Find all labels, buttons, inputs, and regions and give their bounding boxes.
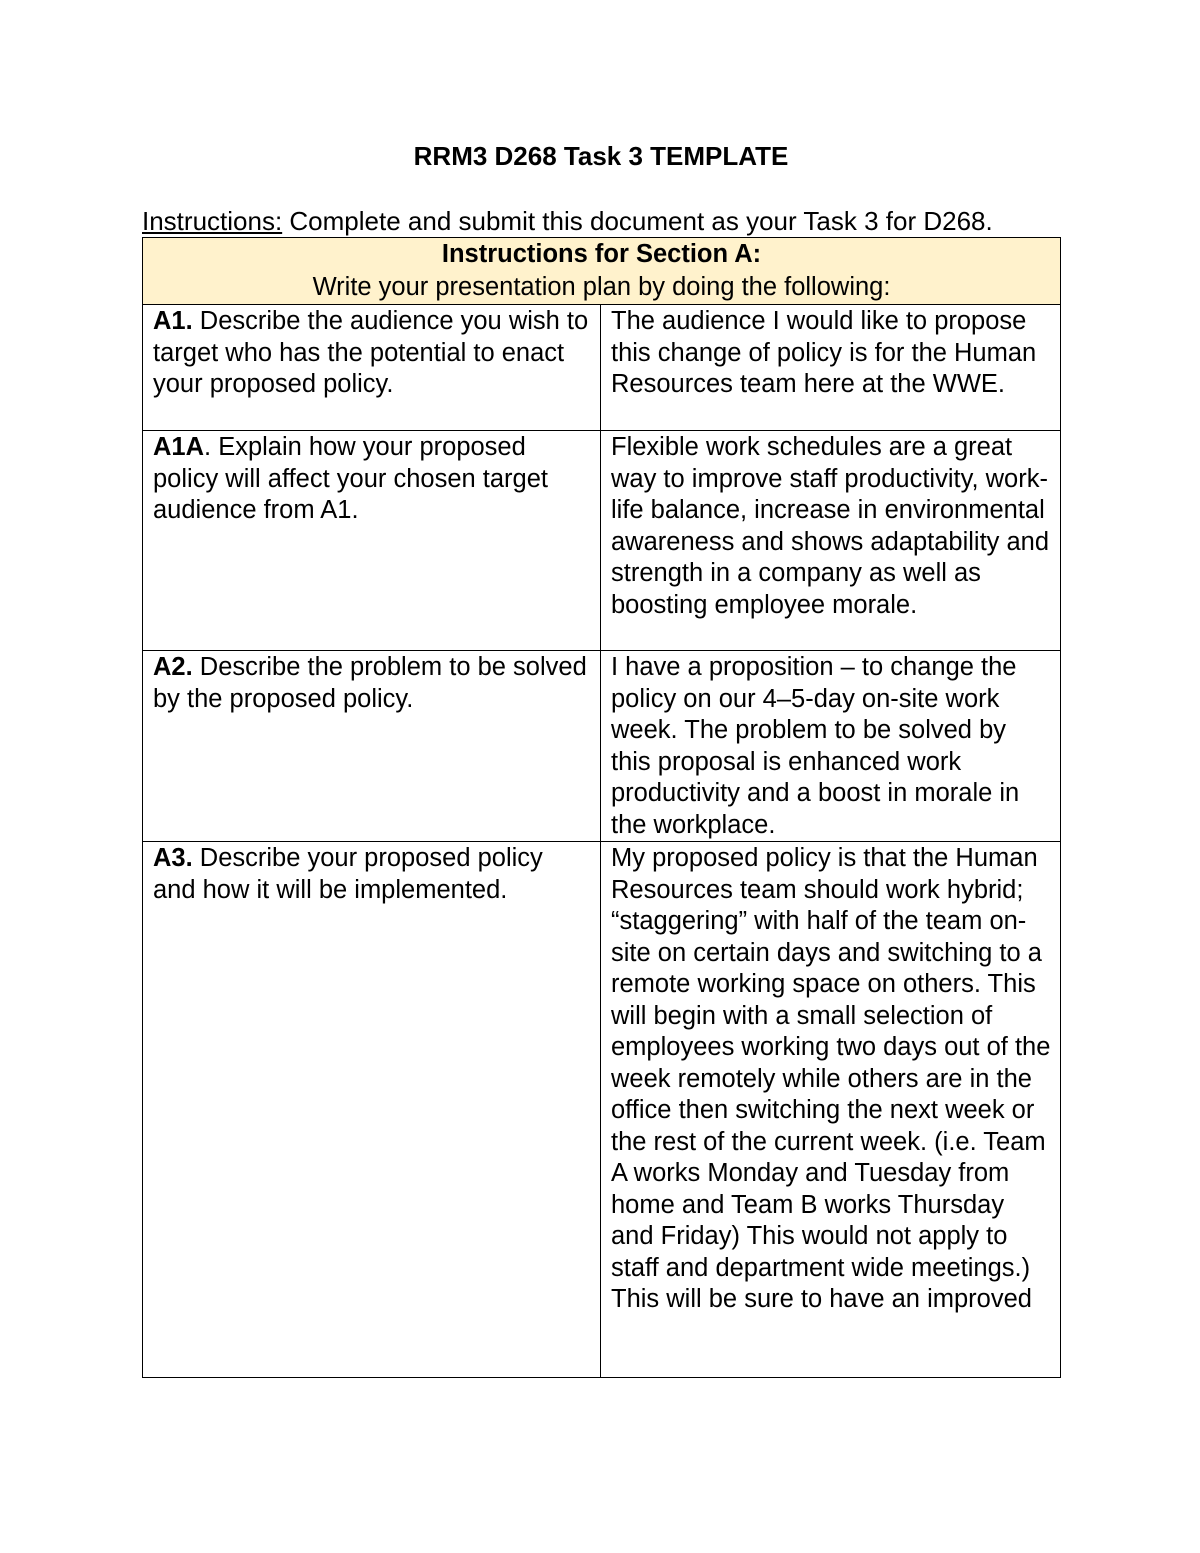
section-a-table: [142, 237, 1061, 1378]
response-cell-a2: [601, 651, 1061, 842]
prompt-text-a3: Describe your proposed policy and how it will be implemented.: [153, 844, 543, 904]
response-text-a1: The audience I would like to propose this change of policy is for the Human Resources team here at the WWE.: [611, 307, 1037, 398]
section-a-header-title: Instructions for Section A:: [441, 240, 762, 268]
prompt-cell-a3: [143, 842, 601, 1378]
table-row-a2: [143, 651, 1061, 842]
prompt-cell-a1a: [143, 431, 601, 651]
question-id-a1a: A1A: [153, 433, 205, 461]
question-id-suffix: .: [185, 653, 193, 681]
response-cell-a3: [601, 842, 1061, 1378]
question-id-text: A3: [153, 844, 186, 872]
prompt-cell-a1: [143, 305, 601, 431]
table-row-a1: [143, 305, 1061, 431]
question-id-suffix: .: [185, 307, 193, 335]
prompt-text-a1a: Explain how your proposed policy will affect your chosen target audience from A1.: [153, 433, 548, 524]
table-row-a3: [143, 842, 1061, 1378]
question-id-a1: [153, 307, 193, 335]
question-id-text: A2: [153, 653, 186, 681]
section-a-header-subtitle: Write your presentation plan by doing the following:: [312, 273, 891, 301]
section-a-header-row: [143, 238, 1061, 305]
question-id-a3: [153, 844, 193, 872]
prompt-text-a2: Describe the problem to be solved by the proposed policy.: [153, 653, 587, 713]
question-id-suffix: .: [185, 844, 193, 872]
instructions-line: [142, 205, 993, 237]
prompt-cell-a2: [143, 651, 601, 842]
instructions-label: Instructions:: [142, 206, 283, 236]
response-text-a3: My proposed policy is that the Human Resources team should work hybrid; “staggering” with half of the team on-site on certain days and switching to a remote working space on others. This will begin with a small selection of employees working two days out of the week remotely while others are in the office then switching the next week or the rest of the current week. (i.e. Team A works Monday and Tuesday from home and Team B works Thursday and Friday) This would not apply to staff and department wide meetings.) This will be sure to have an improved: [611, 844, 1051, 1313]
prompt-text-a1: Describe the audience you wish to target who has the potential to enact your proposed policy.: [153, 307, 589, 398]
document-title: RRM3 D268 Task 3 TEMPLATE: [413, 141, 789, 171]
question-id-suffix: .: [204, 433, 212, 461]
section-a-header-cell: [143, 238, 1061, 305]
question-id-a2: [153, 653, 193, 681]
response-cell-a1: [601, 305, 1061, 431]
instructions-text: Complete and submit this document as your Task 3 for D268.: [282, 206, 993, 236]
response-text-a2: I have a proposition – to change the policy on our 4–5-day on-site work week. The problem to be solved by this proposal is enhanced work productivity and a boost in morale in the workplace.: [611, 653, 1020, 839]
question-id-text: A1: [153, 307, 186, 335]
response-text-a1a: Flexible work schedules are a great way to improve staff productivity, work-life balance, increase in environmental awareness and shows adaptability and strength in a company as well as boosting employee morale.: [611, 433, 1050, 619]
response-cell-a1a: [601, 431, 1061, 651]
table-row-a1a: [143, 431, 1061, 651]
